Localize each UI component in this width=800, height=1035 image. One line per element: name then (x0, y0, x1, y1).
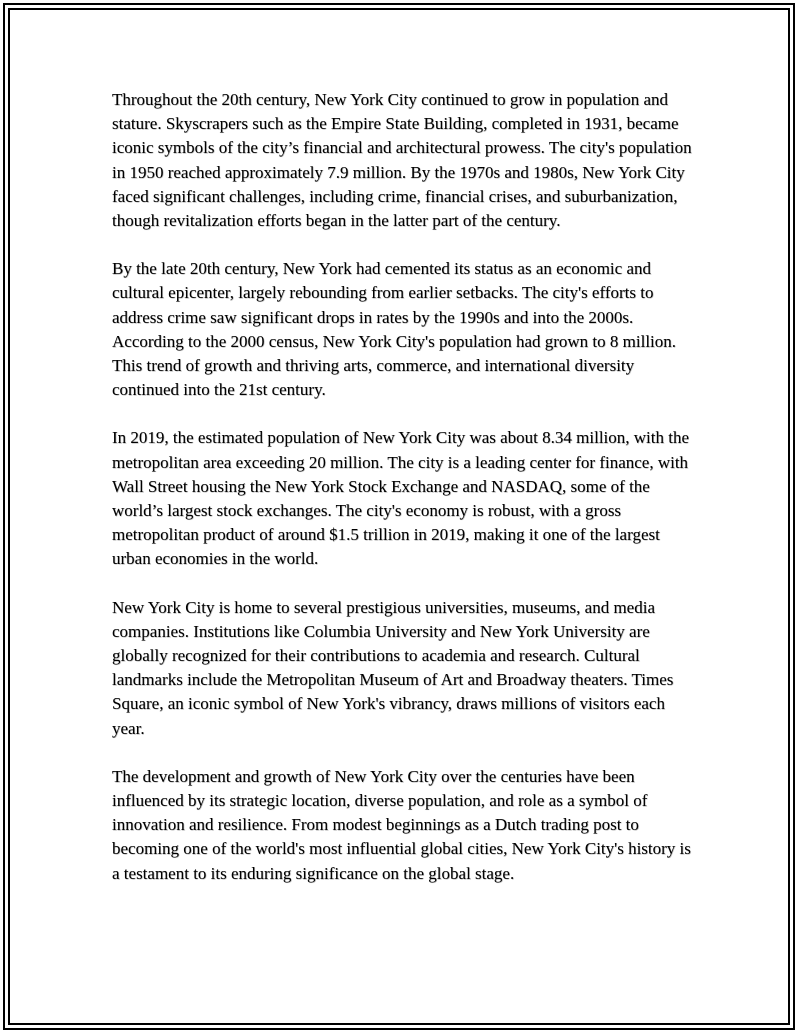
document-body (112, 88, 692, 910)
paragraph-late-20th-century: By the late 20th century, New York had cemented its status as an economic and cultural epicenter, largely rebounding from earlier setbacks. The city's efforts to address crime saw significant drops in rates by the 1990s and into the 2000s. According to the 2000 census, New York City's population had grown to 8 million. This trend of growth and thriving arts, commerce, and international diversity continued into the 21st century. (112, 259, 677, 400)
paragraph-2019-economy: In 2019, the estimated population of New York City was about 8.34 million, with the metropolitan area exceeding 20 million. The city is a leading center for finance, with Wall Street housing the New York Stock Exchange and NASDAQ, some of the world’s largest stock exchanges. The city's economy is robust, with a gross metropolitan product of around $1.5 trillion in 2019, making it one of the largest urban economies in the world. (112, 428, 690, 569)
paragraph-institutions: New York City is home to several prestigious universities, museums, and media companies. Institutions like Columbia University and New York University are globally recognized for their contributions to academia and research. Cultural landmarks include the Metropolitan Museum of Art and Broadway theaters. Times Square, an iconic symbol of New York's vibrancy, draws millions of visitors each year. (112, 597, 674, 738)
paragraph-conclusion: The development and growth of New York City over the centuries have been influenced by its strategic location, diverse population, and role as a symbol of innovation and resilience. From modest beginnings as a Dutch trading post to becoming one of the world's most influential global cities, New York City's history is a testament to its enduring significance on the global stage. (112, 766, 691, 883)
paragraph-20th-century: Throughout the 20th century, New York City continued to grow in population and stature. Skyscrapers such as the Empire State Building, completed in 1931, became iconic symbols of the city’s financial and architectural prowess. The city's population in 1950 reached approximately 7.9 million. By the 1970s and 1980s, New York City faced significant challenges, including crime, financial crises, and suburbanization, though revitalization efforts began in the latter part of the century. (112, 90, 692, 231)
